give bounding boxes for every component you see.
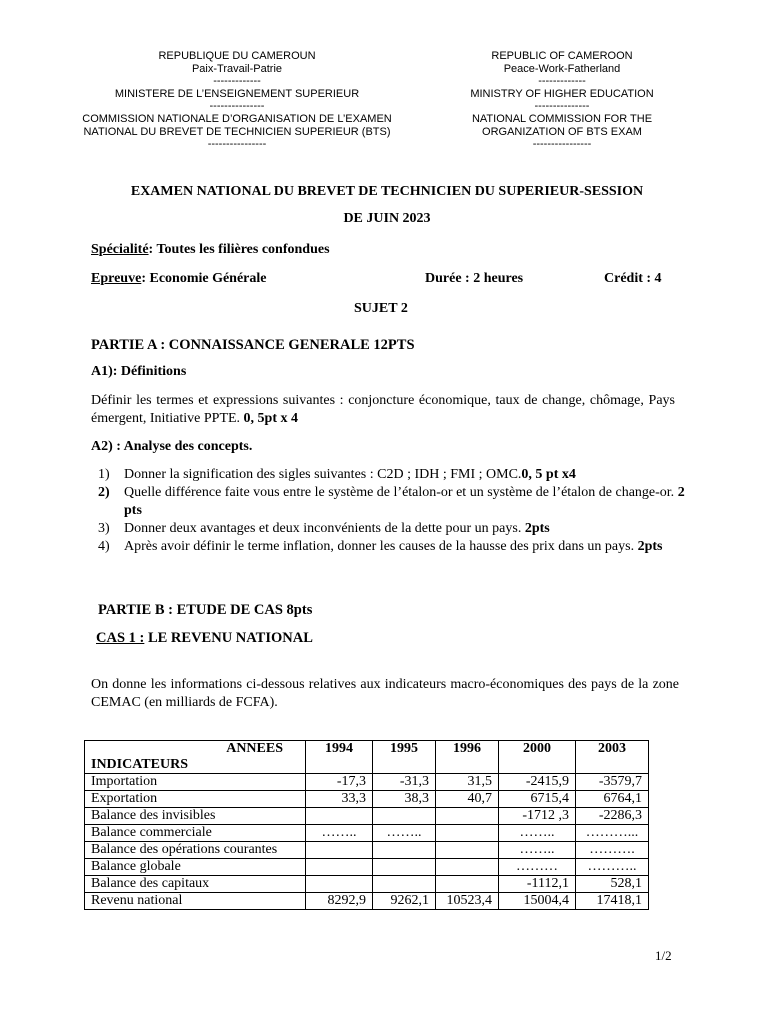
row-label: Balance globale (85, 859, 306, 876)
table-cell: -1712 ,3 (499, 808, 576, 825)
header-right-line: MINISTRY OF HIGHER EDUCATION (470, 87, 654, 100)
table-cell (373, 808, 436, 825)
item-points: 0, 5 pt x4 (521, 467, 576, 482)
row-label: Balance des opérations courantes (85, 842, 306, 859)
list-item (98, 538, 688, 556)
table-row (85, 876, 649, 893)
header-left-line: --------------- (209, 100, 265, 113)
exam-title-line-1: EXAMEN NATIONAL DU BREVET DE TECHNICIEN DU SUPERIEUR-SESSION (130, 184, 644, 199)
header-left-line: NATIONAL DU BREVET DE TECHNICIEN SUPERIEUR (BTS) (83, 125, 391, 138)
header-right-line: ORGANIZATION OF BTS EXAM (482, 125, 642, 138)
a1-heading: A1): Définitions (91, 364, 187, 379)
table-cell (306, 876, 373, 893)
year-header: 2000 (499, 741, 576, 774)
header-right-line: REPUBLIC OF CAMEROON (491, 50, 633, 62)
table-row (85, 825, 649, 842)
table-cell: -3579,7 (576, 774, 649, 791)
year-header: 1994 (306, 741, 373, 774)
header-indicateurs: INDICATEURS (91, 757, 188, 772)
duree: Durée : 2 heures (425, 271, 524, 286)
table-cell: …….. (499, 842, 576, 859)
table-cell: 8292,9 (306, 893, 373, 910)
a1-text-body: Définir les termes et expressions suivantes : conjoncture économique, taux de change, chômage, Pays émergent, Initiative PPTE. (91, 393, 675, 426)
table-cell: …….. (373, 825, 436, 842)
row-label: Balance des capitaux (85, 876, 306, 893)
credit: Crédit : 4 (604, 271, 662, 286)
table-cell: ………... (576, 825, 649, 842)
indicators-table (84, 740, 649, 910)
header-right (442, 50, 682, 151)
table-cell (436, 842, 499, 859)
table-cell (436, 859, 499, 876)
table-cell (373, 859, 436, 876)
list-item (98, 466, 688, 484)
item-points: 2pts (637, 539, 663, 554)
epreuve-line (91, 271, 267, 287)
a1-text (91, 392, 675, 428)
header-annees: ANNEES (226, 741, 283, 756)
cas-label: CAS 1 : (96, 630, 145, 646)
item-text: Donner la signification des sigles suivantes : C2D ; IDH ; FMI ; OMC. (124, 467, 522, 482)
table-cell: -31,3 (373, 774, 436, 791)
table-row (85, 774, 649, 791)
table-cell: ……… (499, 859, 576, 876)
specialite-value: : Toutes les filières confondues (148, 242, 330, 257)
table-row (85, 791, 649, 808)
table-cell: 15004,4 (499, 893, 576, 910)
table-cell: -17,3 (306, 774, 373, 791)
cas-intro: On donne les informations ci-dessous relatives aux indicateurs macro-économiques des pays de la zone CEMAC (en milliards de FCFA). (91, 677, 679, 710)
cas-heading (96, 630, 313, 647)
table-header-row (85, 741, 649, 774)
table-cell: 528,1 (576, 876, 649, 893)
table-cell: -2286,3 (576, 808, 649, 825)
table-cell: 40,7 (436, 791, 499, 808)
table-cell: 6764,1 (576, 791, 649, 808)
row-label: Balance des invisibles (85, 808, 306, 825)
table-cell (436, 808, 499, 825)
epreuve-value: : Economie Générale (141, 271, 267, 286)
a2-question-list (98, 466, 688, 556)
year-header: 2003 (576, 741, 649, 774)
table-body (85, 774, 649, 910)
list-item (98, 484, 688, 520)
a2-heading: A2) : Analyse des concepts. (91, 439, 253, 454)
table-cell: ……….. (576, 859, 649, 876)
table-cell: 38,3 (373, 791, 436, 808)
item-number: 3) (98, 521, 110, 536)
item-number: 2) (98, 485, 110, 500)
header-right-line: ------------- (538, 75, 586, 88)
item-text: Donner deux avantages et deux inconvénients de la dette pour un pays. (124, 521, 525, 536)
partie-b-heading: PARTIE B : ETUDE DE CAS 8pts (98, 602, 313, 618)
item-number: 4) (98, 539, 110, 554)
table-cell: ………. (576, 842, 649, 859)
table-cell: 31,5 (436, 774, 499, 791)
exam-title-line-2: DE JUIN 2023 (343, 211, 431, 226)
year-header: 1996 (436, 741, 499, 774)
table-cell (306, 859, 373, 876)
item-points: 2pts (524, 521, 550, 536)
table-row (85, 893, 649, 910)
epreuve-label: Epreuve (91, 271, 142, 286)
table-cell: …….. (499, 825, 576, 842)
header-left-line: ---------------- (207, 138, 267, 151)
table-cell (306, 808, 373, 825)
a1-points: 0, 5pt x 4 (243, 411, 298, 426)
row-label: Exportation (85, 791, 306, 808)
table-cell (373, 842, 436, 859)
header-right-line: NATIONAL COMMISSION FOR THE (471, 112, 653, 125)
table-corner-header (85, 741, 306, 774)
cas-title: LE REVENU NATIONAL (144, 630, 313, 646)
table-cell: 9262,1 (373, 893, 436, 910)
table-cell: 33,3 (306, 791, 373, 808)
table-cell: -1112,1 (499, 876, 576, 893)
specialite-line (91, 242, 330, 258)
header-left-line: ------------- (213, 75, 261, 88)
table-cell: 6715,4 (499, 791, 576, 808)
page-number: 1/2 (655, 948, 672, 963)
table-cell: …….. (306, 825, 373, 842)
table-cell (436, 825, 499, 842)
item-number: 1) (98, 467, 110, 482)
header-right-line: Peace-Work-Fatherland (503, 62, 621, 75)
table-row (85, 808, 649, 825)
specialite-label: Spécialité (91, 242, 149, 257)
list-item (98, 520, 688, 538)
table-cell: 10523,4 (436, 893, 499, 910)
table-row (85, 859, 649, 876)
header-right-line: ---------------- (532, 138, 592, 151)
row-label: Balance commerciale (85, 825, 306, 842)
year-header: 1995 (373, 741, 436, 774)
table-cell (306, 842, 373, 859)
header-left (62, 50, 412, 151)
exam-title (90, 178, 684, 232)
row-label: Revenu national (85, 893, 306, 910)
header-left-line: Paix-Travail-Patrie (191, 62, 283, 75)
table-cell (436, 876, 499, 893)
header-left-line: MINISTERE DE L’ENSEIGNEMENT SUPERIEUR (114, 87, 360, 100)
table-cell: 17418,1 (576, 893, 649, 910)
sujet-label: SUJET 2 (354, 301, 408, 316)
row-label: Importation (85, 774, 306, 791)
header-left-line: REPUBLIQUE DU CAMEROUN (158, 50, 316, 62)
item-text: Quelle différence faite vous entre le système de l’étalon-or et un système de l’étalon de change-or. (124, 485, 678, 500)
partie-a-heading: PARTIE A : CONNAISSANCE GENERALE 12PTS (91, 337, 415, 353)
header-left-line: COMMISSION NATIONALE D’ORGANISATION DE L’EXAMEN (82, 112, 392, 125)
item-text: Après avoir définir le terme inflation, donner les causes de la hausse des prix dans un pays. (124, 539, 638, 554)
table-cell: -2415,9 (499, 774, 576, 791)
table-cell (373, 876, 436, 893)
header-right-line: --------------- (534, 100, 590, 113)
item-points: 2 pts (124, 485, 685, 518)
table-row (85, 842, 649, 859)
